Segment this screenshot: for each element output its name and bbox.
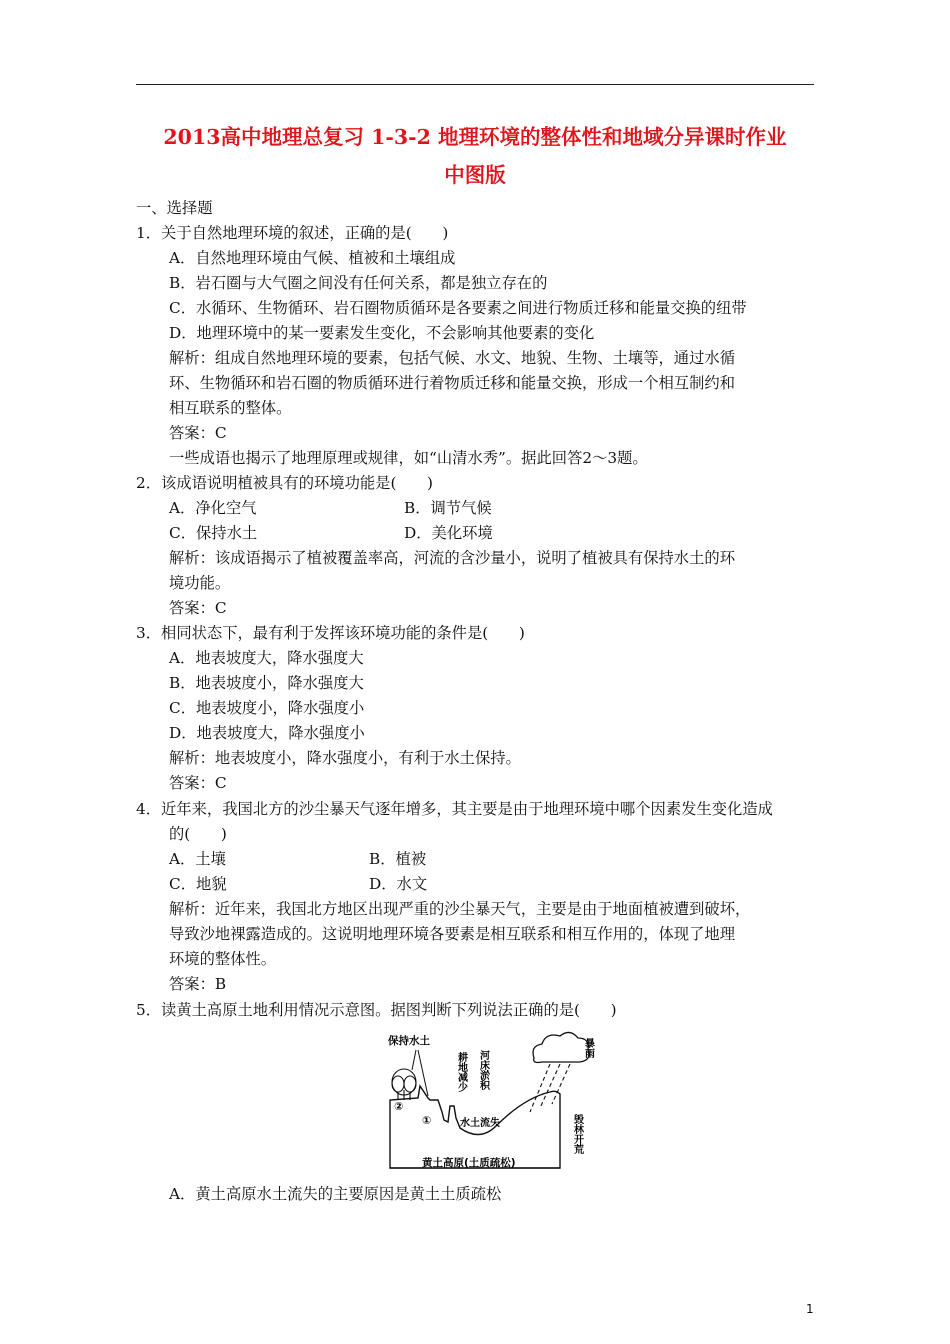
q1-option-a: A．自然地理环境由气候、植被和土壤组成 <box>169 249 456 267</box>
label-soil-conservation: 保持水土 <box>388 1035 430 1047</box>
q3-analysis-line1: 解析：地表坡度小，降水强度小，有利于水土保持。 <box>169 749 521 767</box>
q1-analysis-line3: 相互联系的整体。 <box>169 399 292 417</box>
q4-option-b: B．植被 <box>369 850 427 868</box>
q1-answer: 答案：C <box>169 424 227 442</box>
loess-plateau-figure <box>384 1026 596 1174</box>
section-heading: 一、选择题 <box>136 199 213 217</box>
q4-option-d: D．水文 <box>369 875 428 893</box>
header-rule <box>136 84 814 85</box>
q4-analysis-line1: 解析：近年来，我国北方地区出现严重的沙尘暴天气，主要是由于地面植被遭到破坏， <box>169 900 751 918</box>
tree-icon <box>392 1069 416 1100</box>
q2-option-d: D．美化环境 <box>404 524 493 542</box>
label-riverbed-silting: 河床淤积 <box>477 1050 489 1090</box>
q4-stem-line2: 的( ) <box>169 825 227 843</box>
q3-option-b: B．地表坡度小，降水强度大 <box>169 674 364 692</box>
q1-option-b: B．岩石圈与大气圈之间没有任何关系，都是独立存在的 <box>169 274 548 292</box>
q4-option-c: C．地貌 <box>169 875 227 893</box>
q4-analysis-line2: 导致沙地裸露造成的。这说明地理环境各要素是相互联系和相互作用的，体现了地理 <box>169 925 735 943</box>
page-number: 1 <box>806 1302 814 1316</box>
q3-option-c: C．地表坡度小，降水强度小 <box>169 699 365 717</box>
q2-answer: 答案：C <box>169 599 227 617</box>
q2-stem: 2．该成语说明植被具有的环境功能是( ) <box>136 474 434 492</box>
figure-caption: 黄土高原(土质疏松) <box>422 1157 516 1169</box>
q5-stem: 5．读黄土高原土地利用情况示意图。据图判断下列说法正确的是( ) <box>136 1001 617 1019</box>
label-deforestation: 毁林开荒 <box>571 1114 583 1154</box>
q3-option-a: A．地表坡度大，降水强度大 <box>169 649 364 667</box>
q2-analysis-line1: 解析：该成语揭示了植被覆盖率高，河流的含沙量小，说明了植被具有保持水土的环 <box>169 549 735 567</box>
q3-option-d: D．地表坡度大，降水强度小 <box>169 724 365 742</box>
q3-answer: 答案：C <box>169 774 227 792</box>
q5-option-a: A．黄土高原水土流失的主要原因是黄土土质疏松 <box>169 1185 502 1203</box>
label-circle-1: ① <box>422 1114 432 1127</box>
document-title-line2: 中图版 <box>444 163 506 187</box>
q4-option-a: A．土壤 <box>169 850 226 868</box>
q3-stem: 3．相同状态下，最有利于发挥该环境功能的条件是( ) <box>136 624 525 642</box>
q1-analysis-line1: 解析：组成自然地理环境的要素，包括气候、水文、地貌、生物、土壤等，通过水循 <box>169 349 735 367</box>
label-rainstorm: 暴雨 <box>582 1038 594 1058</box>
q2-analysis-line2: 境功能。 <box>169 574 231 592</box>
q1-option-d: D．地理环境中的某一要素发生变化，不会影响其他要素的变化 <box>169 324 595 342</box>
label-circle-2: ② <box>394 1100 404 1113</box>
q2-option-c: C．保持水土 <box>169 524 258 542</box>
q4-stem-line1: 4．近年来，我国北方的沙尘暴天气逐年增多，其主要是由于地理环境中哪个因素发生变化造成 <box>136 800 773 818</box>
label-erosion: 水土流失 <box>460 1118 500 1129</box>
q23-intro: 一些成语也揭示了地理原理或规律，如“山清水秀”。据此回答2～3题。 <box>169 449 648 467</box>
q1-stem: 1．关于自然地理环境的叙述，正确的是( ) <box>136 224 449 242</box>
q1-option-c: C．水循环、生物循环、岩石圈物质循环是各要素之间进行物质迁移和能量交换的纽带 <box>169 299 747 317</box>
q4-analysis-line3: 环境的整体性。 <box>169 950 277 968</box>
q2-option-b: B．调节气候 <box>404 499 492 517</box>
label-farmland-decrease: 耕地减少 <box>455 1052 467 1092</box>
q2-option-a: A．净化空气 <box>169 499 257 517</box>
cloud-icon <box>533 1032 589 1062</box>
pointer-line <box>412 1050 416 1070</box>
q4-answer: 答案：B <box>169 975 227 993</box>
document-title-line1: 2013高中地理总复习 1-3-2 地理环境的整体性和地域分异课时作业 <box>163 125 787 149</box>
q1-analysis-line2: 环、生物循环和岩石圈的物质循环进行着物质迁移和能量交换，形成一个相互制约和 <box>169 374 735 392</box>
rain-icon <box>530 1064 570 1112</box>
